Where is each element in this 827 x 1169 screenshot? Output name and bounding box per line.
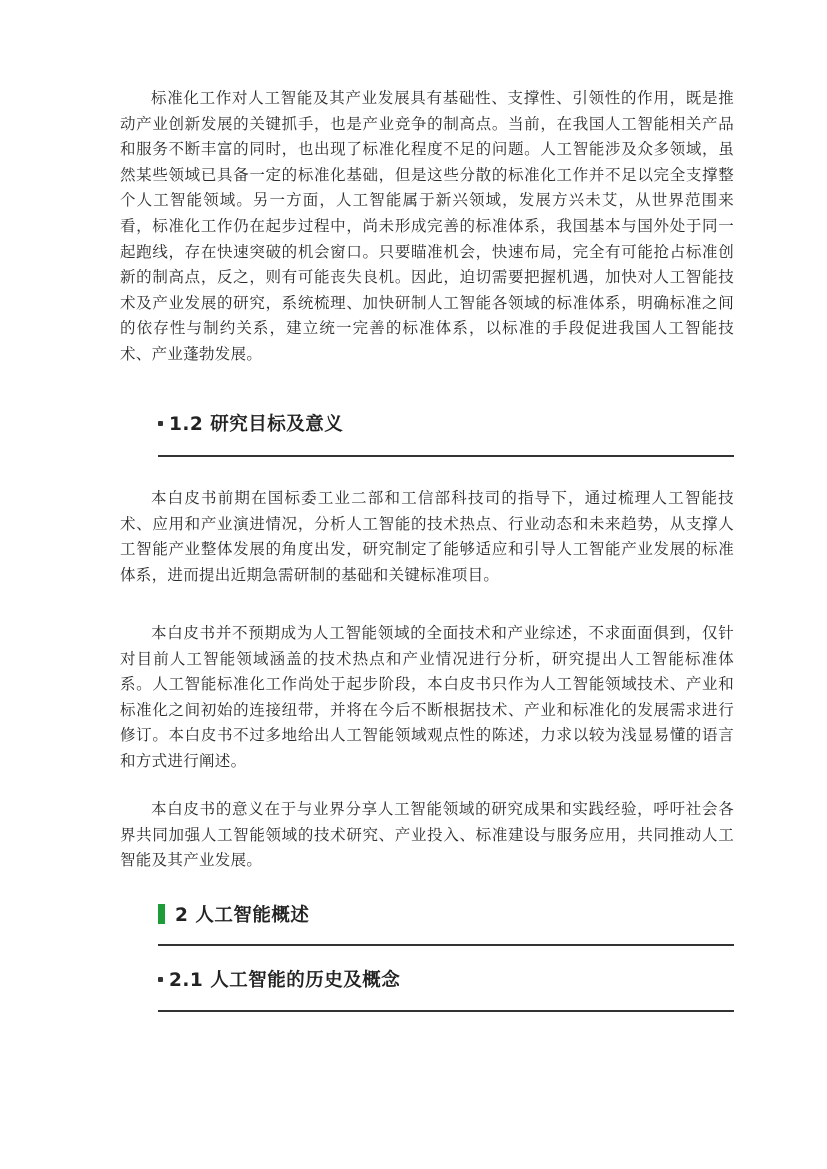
- paragraph-standardization-intro: 标准化工作对人工智能及其产业发展具有基础性、支撑性、引领性的作用，既是推动产业创新发展的关键抓手，也是产业竞争的制高点。当前，在我国人工智能相关产品和服务不断丰富的同时，也出现了标准化程度不足的问题。人工智能涉及众多领域，虽然某些领域已具备一定的标准化基础，但是这些分散的标准化工作并不足以完全支撑整个人工智能领域。另一方面，人工智能属于新兴领域，发展方兴未艾，从世界范围来看，标准化工作仍在起步过程中，尚未形成完善的标准体系，我国基本与国外处于同一起跑线，存在快速突破的机会窗口。只要瞄准机会，快速布局，完全有可能抢占标准创新的制高点，反之，则有可能丧失良机。因此，迫切需要把握机遇，加快对人工智能技术及产业发展的研究，系统梳理、加快研制人工智能各领域的标准体系，明确标准之间的依存性与制约关系，建立统一完善的标准体系，以标准的手段促进我国人工智能技术、产业蓬勃发展。: [120, 89, 734, 363]
- chapter-heading-2-label: 2 人工智能概述: [175, 905, 310, 926]
- bullet-icon: [158, 421, 163, 426]
- bullet-icon: [158, 977, 163, 982]
- paragraph-whitepaper-scope: 本白皮书并不预期成为人工智能领域的全面技术和产业综述，不求面面俱到，仅针对目前人工智能领域涵盖的技术热点和产业情况进行分析，研究提出人工智能标准体系。人工智能标准化工作尚处于起步阶段，本白皮书只作为人工智能领域技术、产业和标准化之间初始的连接纽带，并将在今后不断根据技术、产业和标准化的发展需求进行修订。本白皮书不过多地给出人工智能领域观点性的陈述，力求以较为浅显易懂的语言和方式进行阐述。: [120, 624, 734, 770]
- paragraph-whitepaper-significance: 本白皮书的意义在于与业界分享人工智能领域的研究成果和实践经验，呼吁社会各界共同加强人工智能领域的技术研究、产业投入、标准建设与服务应用，共同推动人工智能及其产业发展。: [120, 800, 734, 870]
- chapter-marker-icon: [158, 904, 165, 924]
- section-heading-2-1-label: 2.1 人工智能的历史及概念: [169, 970, 401, 991]
- section-heading-2-1: [158, 966, 400, 992]
- paragraph-whitepaper-purpose: 本白皮书前期在国标委工业二部和工信部科技司的指导下，通过梳理人工智能技术、应用和产业演进情况，分析人工智能的技术热点、行业动态和未来趋势，从支撑人工智能产业整体发展的角度出发，研究制定了能够适应和引导人工智能产业发展的标准体系，进而提出近期急需研制的基础和关键标准项目。: [120, 489, 734, 584]
- section-divider: [158, 455, 734, 457]
- chapter-heading-2: [158, 901, 309, 927]
- section-heading-1-2: [158, 410, 343, 436]
- chapter-divider: [158, 944, 734, 946]
- section-divider: [158, 1010, 734, 1012]
- section-heading-1-2-label: 1.2 研究目标及意义: [169, 414, 344, 435]
